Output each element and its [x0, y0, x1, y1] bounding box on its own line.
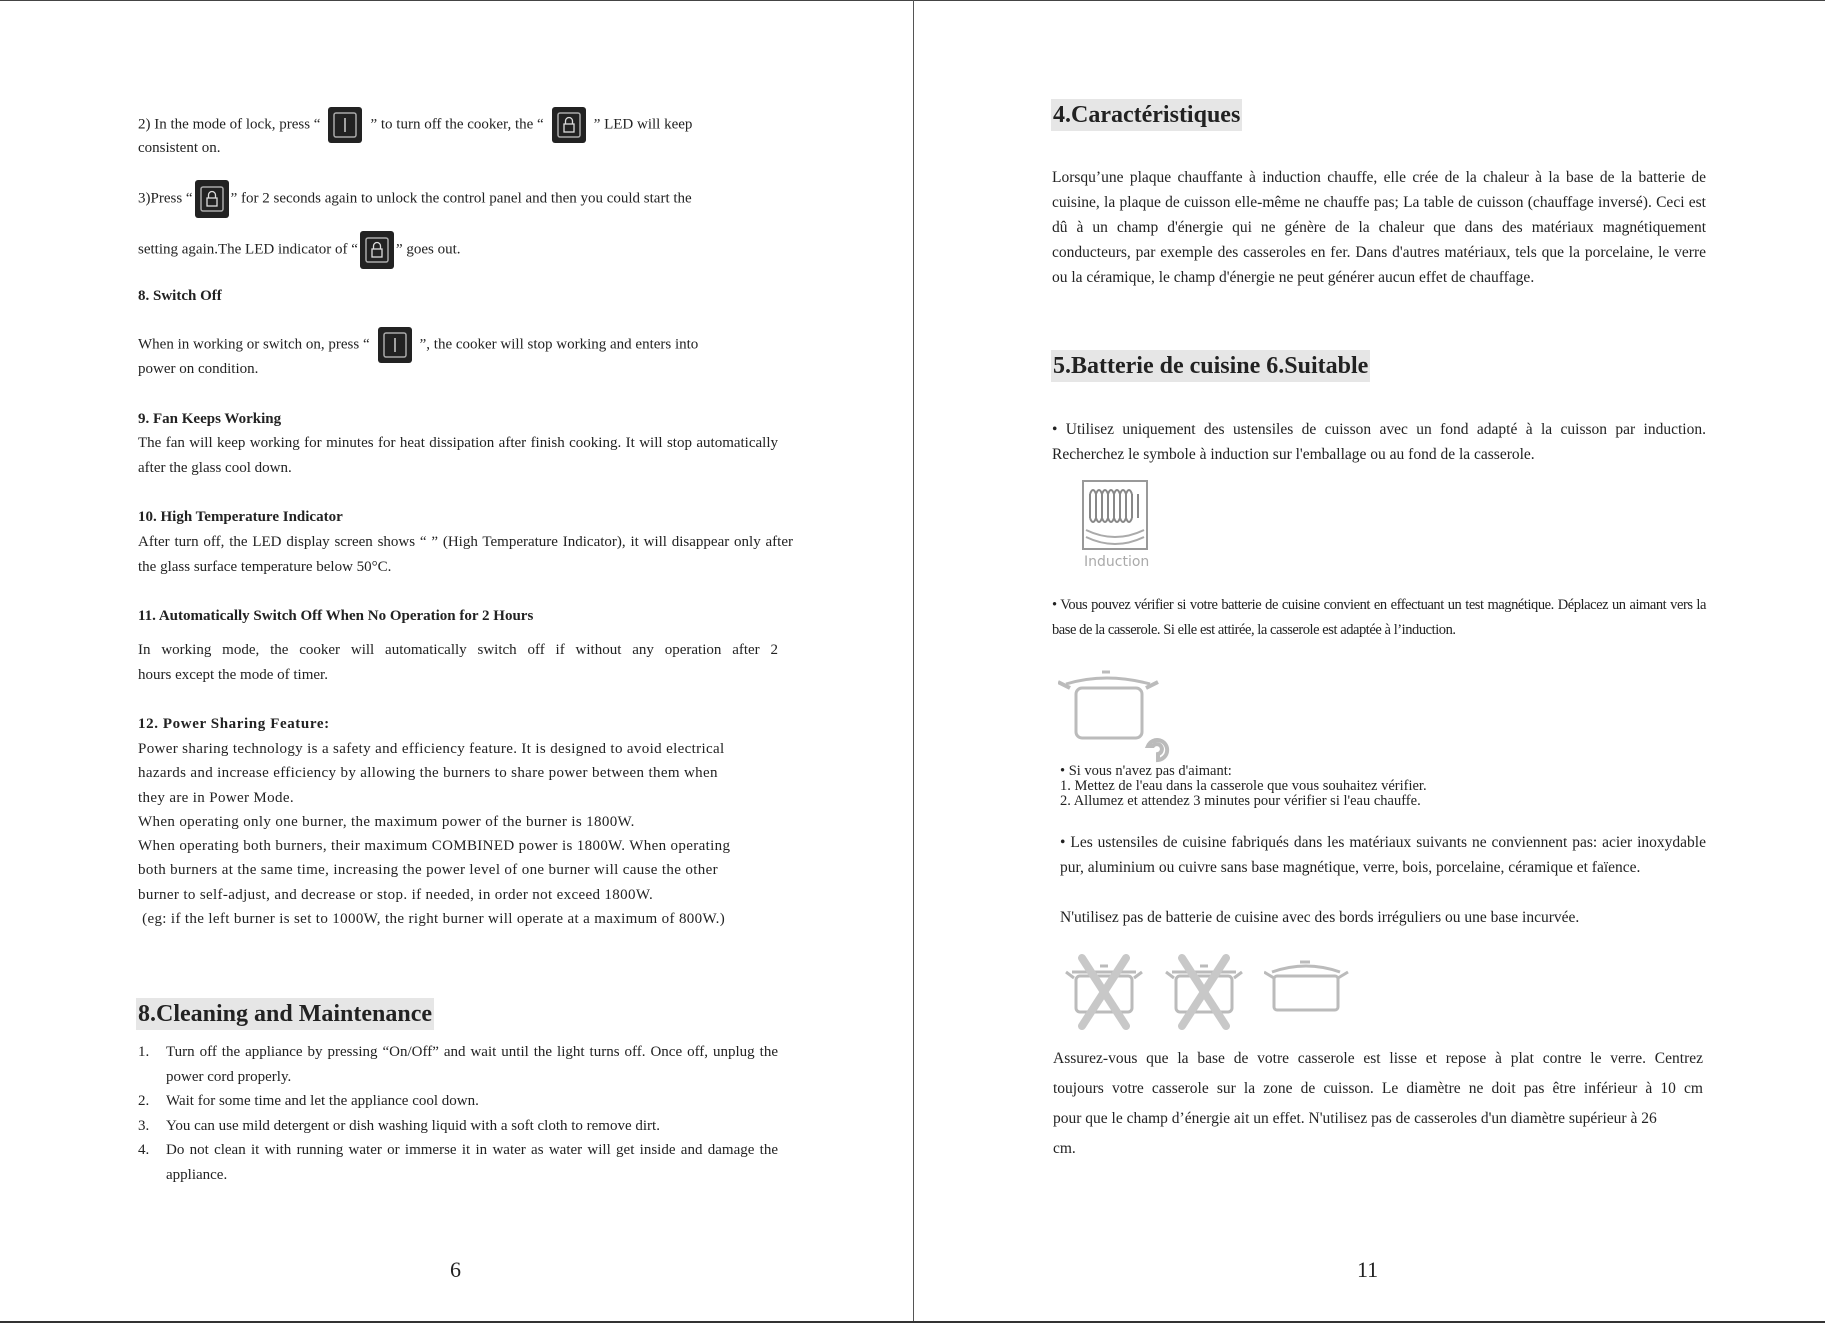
list-item [138, 1138, 778, 1187]
instruction-line: 2. Allumez et attendez 3 minutes pour vérifier si l'eau chauffe. [1060, 793, 1421, 809]
list-number: 4. [138, 1142, 150, 1158]
fan-heading: 9. Fan Keeps Working [138, 411, 282, 427]
list-text: Turn off the appliance by pressing “On/Off” and wait until the light turns off. Once off, unplug the power cord properly. [166, 1044, 778, 1085]
caracteristiques-text: Lorsqu’une plaque chauffante à induction chauffe, elle crée de la chaleur à la base de la batterie de cuisine, la plaque de cuisson elle-même ne chauffe pas; La table de cuisson (chauffage inversé). Ceci est dû à un champ d'énergie qui ne génère de la chaleur que dans des matériaux magnétiquement conducteurs, par exemple des casseroles en fer. Dans d'autres matériaux, tels que la porcelaine, le verre ou la céramique, le champ d'énergie ne peut générer aucun effet de chauffage. [1052, 169, 1706, 286]
induction-label: Induction [1084, 554, 1150, 570]
switch-off-text-a: When in working or switch on, press “ [138, 336, 370, 353]
lock-text-3b: ” goes out. [395, 241, 461, 258]
power-sharing-text [138, 737, 808, 931]
power-icon [378, 327, 412, 363]
list-text: Wait for some time and let the appliance cool down. [166, 1093, 479, 1109]
auto-off-text-line2: hours except the mode of timer. [138, 667, 328, 683]
lock-paragraph-1 [138, 107, 798, 143]
list-text: You can use mild detergent or dish washing liquid with a soft cloth to remove dirt. [166, 1117, 660, 1134]
pot-magnet-icon [1058, 668, 1178, 768]
switch-off-heading: 8. Switch Off [138, 288, 222, 304]
lock-text-1-line2: consistent on. [138, 140, 221, 156]
power-line: burner to self-adjust, and decrease or stop. if needed, in order not exceed 1800W. [138, 886, 654, 903]
lock-paragraph-2 [138, 180, 798, 218]
lock-icon [552, 107, 586, 143]
bullet-irregular-edges: N'utilisez pas de batterie de cuisine avec des bords irréguliers ou une base incurvée. [1060, 909, 1580, 926]
bullet-magnet-test: • Vous pouvez vérifier si votre batterie de cuisine convient en effectuant un test magnétique. Déplacez un aimant vers la base de la casserole. Si elle est attirée, la casserole est adaptée à l’induction. [1052, 597, 1706, 638]
power-line: hazards and increase efficiency by allowing the burners to share power between them when [138, 765, 718, 782]
list-item [138, 1040, 778, 1089]
page-number-left: 6 [450, 1257, 461, 1282]
power-line: When operating only one burner, the maximum power of the burner is 1800W. [138, 813, 635, 830]
final-paragraph [1053, 1044, 1703, 1164]
switch-off-text-line2: power on condition. [138, 361, 259, 377]
lock-text-3a: setting again.The LED indicator of “ [138, 241, 358, 258]
instruction-line: 1. Mettez de l'eau dans la casserole que vous souhaitez vérifier. [1060, 778, 1427, 794]
lock-text-1a: 2) In the mode of lock, press “ [138, 116, 321, 133]
induction-symbol-icon [1082, 480, 1148, 576]
cleaning-list [138, 1040, 778, 1187]
list-text: Do not clean it with running water or immerse it in water as water will get inside and damage the appliance. [166, 1142, 778, 1183]
power-icon [328, 107, 362, 143]
fan-text: The fan will keep working for minutes for heat dissipation after finish cooking. It will stop automatically after the glass cool down. [138, 435, 778, 476]
right-page [914, 0, 1825, 1323]
lock-text-1b: ” to turn off the cooker, the “ [370, 116, 544, 133]
list-item [138, 1089, 778, 1114]
final-line: toujours votre casserole sur la zone de cuisson. Le diamètre ne doit pas être inférieur à 10 cm [1053, 1080, 1703, 1097]
final-line: pour que le champ d’énergie ait un effet. N'utilisez pas de casseroles d'un diamètre supérieur à 26 [1053, 1110, 1657, 1127]
bullet-unsuitable-materials: • Les ustensiles de cuisine fabriqués dans les matériaux suivants ne conviennent pas: acier inoxydable pur, aluminium ou cuivre sans base magnétique, verre, bois, porcelaine, céramique et faïence. [1060, 834, 1706, 876]
page-number-right: 11 [1357, 1257, 1379, 1282]
switch-off-text-b: ”, the cooker will stop working and enters into [419, 336, 699, 353]
list-item [138, 1114, 778, 1139]
final-line: cm. [1053, 1140, 1076, 1157]
power-line: Power sharing technology is a safety and efficiency feature. It is designed to avoid electrical [138, 741, 725, 757]
power-line: both burners at the same time, increasing the power level of one burner will cause the other [138, 862, 718, 879]
lock-text-1c: ” LED will keep [593, 116, 693, 133]
list-number: 3. [138, 1117, 150, 1134]
power-sharing-heading: 12. Power Sharing Feature: [138, 716, 330, 732]
auto-off-text-line1: In working mode, the cooker will automatically switch off if without any operation after 2 [138, 642, 778, 658]
crossed-pots-icon [1062, 950, 1262, 1030]
power-line: they are in Power Mode. [138, 789, 294, 806]
power-line: When operating both burners, their maximum COMBINED power is 1800W. When operating [138, 838, 731, 855]
high-temp-text: After turn off, the LED display screen shows “ ” (High Temperature Indicator), it will disappear only after the glass surface temperature below 50°C. [138, 534, 793, 575]
auto-off-heading: 11. Automatically Switch Off When No Operation for 2 Hours [138, 608, 534, 624]
high-temp-heading: 10. High Temperature Indicator [138, 509, 343, 525]
bullet-induction-only: • Utilisez uniquement des ustensiles de cuisson avec un fond adapté à la cuisson par induction. Recherchez le symbole à induction sur l'emballage ou au fond de la casserole. [1052, 421, 1706, 463]
lock-icon [360, 231, 394, 269]
cleaning-heading: 8.Cleaning and Maintenance [136, 998, 434, 1030]
lock-paragraph-3 [138, 231, 798, 269]
lock-text-2b: ” for 2 seconds again to unlock the control panel and then you could start the [230, 190, 692, 207]
batterie-heading: 5.Batterie de cuisine 6.Suitable [1051, 350, 1370, 382]
no-magnet-instructions [1060, 764, 1427, 809]
lock-text-2a: 3)Press “ [138, 190, 193, 207]
lock-icon [195, 180, 229, 218]
final-line: Assurez-vous que la base de votre casserole est lisse et repose à plat contre le verre. Centrez [1053, 1050, 1703, 1067]
caracteristiques-heading: 4.Caractéristiques [1051, 99, 1242, 131]
list-number: 2. [138, 1093, 150, 1109]
instruction-line: • Si vous n'avez pas d'aimant: [1060, 763, 1232, 779]
list-number: 1. [138, 1044, 150, 1060]
power-line: (eg: if the left burner is set to 1000W, the right burner will operate at a maximum of 800W.) [138, 911, 726, 928]
suitable-pot-icon [1264, 958, 1349, 1018]
